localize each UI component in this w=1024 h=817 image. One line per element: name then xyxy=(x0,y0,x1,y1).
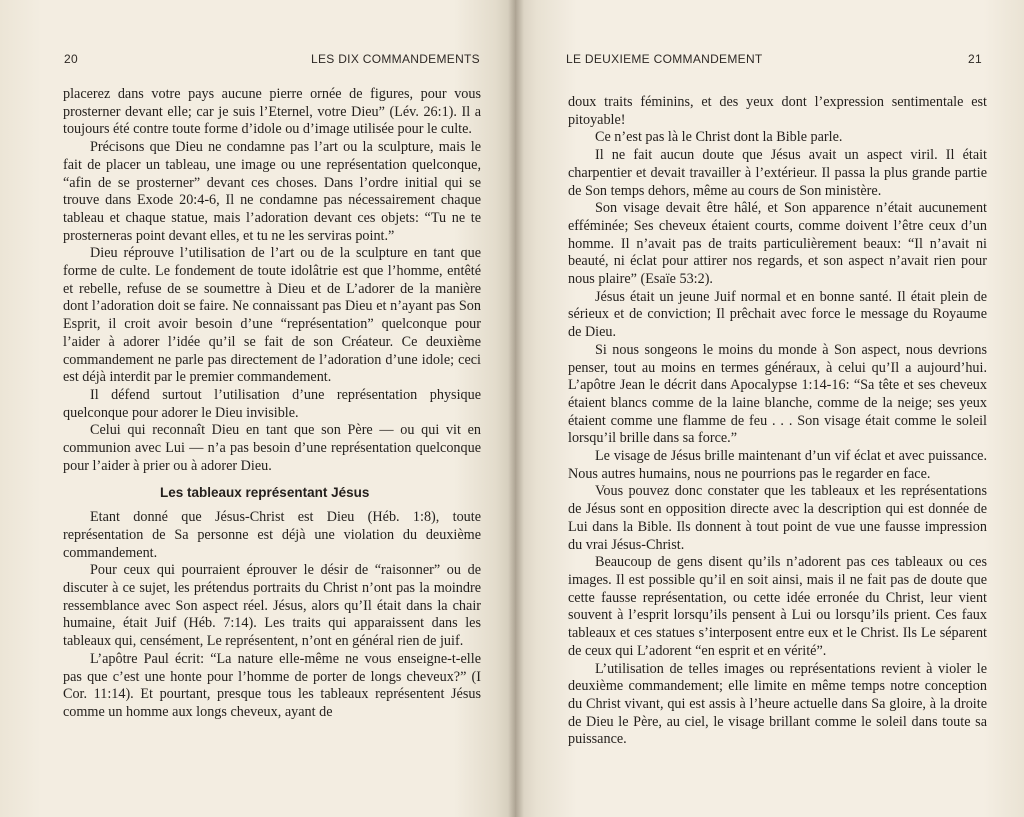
body-text xyxy=(63,86,481,722)
running-head: LE DEUXIEME COMMANDEMENT xyxy=(566,52,763,66)
page-number: 20 xyxy=(64,52,78,66)
paragraph: Son visage devait être hâlé, et Son apparence n’était aucunement efféminée; Ses cheveux étaient courts, comme doivent l’être ceux d’un homme. Il n’avait pas de traits particulièrement beaux: “Il n’avait ni beauté, ni éclat pour attirer nos regards, et son aspect n’avait rien pour nous plaire” (Esaïe 53:2). xyxy=(568,200,987,288)
paragraph: Dieu réprouve l’utilisation de l’art ou de la sculpture en tant que forme de culte. Le fondement de toute idolâtrie est que l’homme, entêté et rebelle, refuse de se soumettre à Dieu et de L’adorer de la manière dont l’adoration doit se faire. Ne connaissant pas Dieu et n’ayant pas Son Esprit, il croit avoir besoin d’une “représentation” quelconque pour l’aider à adorer l’idée qu’il se fait de son Créateur. Ce deuxième commandement ne parle pas directement de l’adoration d’une idole; ceci est déjà interdit par le premier commandement. xyxy=(63,245,481,386)
paragraph: L’apôtre Paul écrit: “La nature elle-même ne vous enseigne-t-elle pas que c’est une honte pour l’homme de porter de longs cheveux?” (I Cor. 11:14). Et pourtant, presque tous les tableaux représentent Jésus comme un homme aux longs cheveux, ayant de xyxy=(63,650,481,720)
paragraph: placerez dans votre pays aucune pierre ornée de figures, pour vous prosterner devant elle; car je suis l’Eternel, votre Dieu” (Lév. 26:1). Il a toujours été contre toute forme d’idole ou d’image utilisée pour le culte. xyxy=(63,86,481,138)
paragraph: Ce n’est pas là le Christ dont la Bible parle. xyxy=(595,129,843,146)
paragraph: Le visage de Jésus brille maintenant d’un vif éclat et avec puissance. Nous autres humains, nous ne pourrions pas le regarder en face. xyxy=(568,448,987,482)
running-head: LES DIX COMMANDEMENTS xyxy=(311,52,480,66)
paragraph: Il défend surtout l’utilisation d’une représentation physique quelconque pour adorer le Dieu invisible. xyxy=(63,386,481,421)
paragraph: Si nous songeons le moins du monde à Son aspect, nous devrions penser, tout au moins en termes généraux, à celui qu’Il a aujourd’hui. L’apôtre Jean le décrit dans Apocalypse 1:14-16: “Sa tête et ses cheveux étaient blancs comme de la laine blanche, comme de la neige; ses yeux étaient comme une flamme de feu . . . Son visage était comme le soleil lorsqu’il brille dans sa force.” xyxy=(568,341,987,447)
paragraph: L’utilisation de telles images ou représentations revient à violer le deuxième commandement; elle limite en même temps notre conception du Christ vivant, qui est assis à l’heure actuelle dans Sa gloire, à la droite de Dieu le Père, au ciel, le visage brillant comme le soleil dans toute sa puissance. xyxy=(568,660,987,748)
paragraph: Beaucoup de gens disent qu’ils n’adorent pas ces tableaux ou ces images. Il est possible qu’il en soit ainsi, mais il ne fait pas de doute que cette fausse représentation, ou cette idée erronée du Christ, leur vient souvent à l’esprit lorsqu’ils pensent à Lui ou lorsqu’ils prient. Ces faux tableaux et ces statues s’interposent entre eux et le Christ. Ils Le séparent de ceux qui L’adorent “en esprit et en vérité”. xyxy=(568,554,987,659)
paragraph: Précisons que Dieu ne condamne pas l’art ou la sculpture, mais le fait de placer un tableau, une image ou une représentation quelconque, “afin de se prosterner” devant ces choses. Dans l’ordre initial qui se trouve dans Exode 20:4-6, Il ne condamne pas nécessairement chaque tableau et chaque statue, mais l’adoration devant ces objets: “Tu ne te prosterneras point devant elles, et tu ne les serviras point.” xyxy=(63,139,481,244)
page-number: 21 xyxy=(968,52,982,66)
paragraph: Celui qui reconnaît Dieu en tant que son Père — ou qui vit en communion avec Lui — n’a pas besoin d’une représentation quelconque pour l’aider à prier ou à adorer Dieu. xyxy=(63,422,481,474)
paragraph: Jésus était un jeune Juif normal et en bonne santé. Il était plein de sérieux et de conviction; Il prêchait avec force le message du Royaume de Dieu. xyxy=(568,288,987,341)
body-text xyxy=(568,94,987,749)
paragraph: Il ne fait aucun doute que Jésus avait un aspect viril. Il était charpentier et devait travailler à l’extérieur. Il passa la plus grande partie de Son temps dehors, même au cours de Son ministère. xyxy=(568,147,987,199)
right-page xyxy=(516,0,1024,817)
paragraph: Vous pouvez donc constater que les tableaux et les représentations de Jésus sont en opposition directe avec la description qui est donnée de Lui dans la Bible. Ils donnent à tout point de vue une fausse impression du vrai Jésus-Christ. xyxy=(568,483,987,553)
paragraph: Pour ceux qui pourraient éprouver le désir de “raisonner” ou de discuter à ce sujet, les prétendus portraits du Christ n’ont pas la moindre ressemblance avec Son aspect réel. Jésus, alors qu’Il était dans la chair humaine, était Juif (Héb. 7:14). Les traits qui apparaissent dans les tableaux qui, censément, Le représentent, n’ont en général rien de juif. xyxy=(63,562,481,650)
paragraph: doux traits féminins, et des yeux dont l’expression sentimentale est pitoyable! xyxy=(568,94,987,128)
paragraph: Etant donné que Jésus-Christ est Dieu (Héb. 1:8), toute représentation de Sa personne est déjà une violation du deuxième commandement. xyxy=(63,509,481,561)
section-heading: Les tableaux représentant Jésus xyxy=(160,485,370,501)
